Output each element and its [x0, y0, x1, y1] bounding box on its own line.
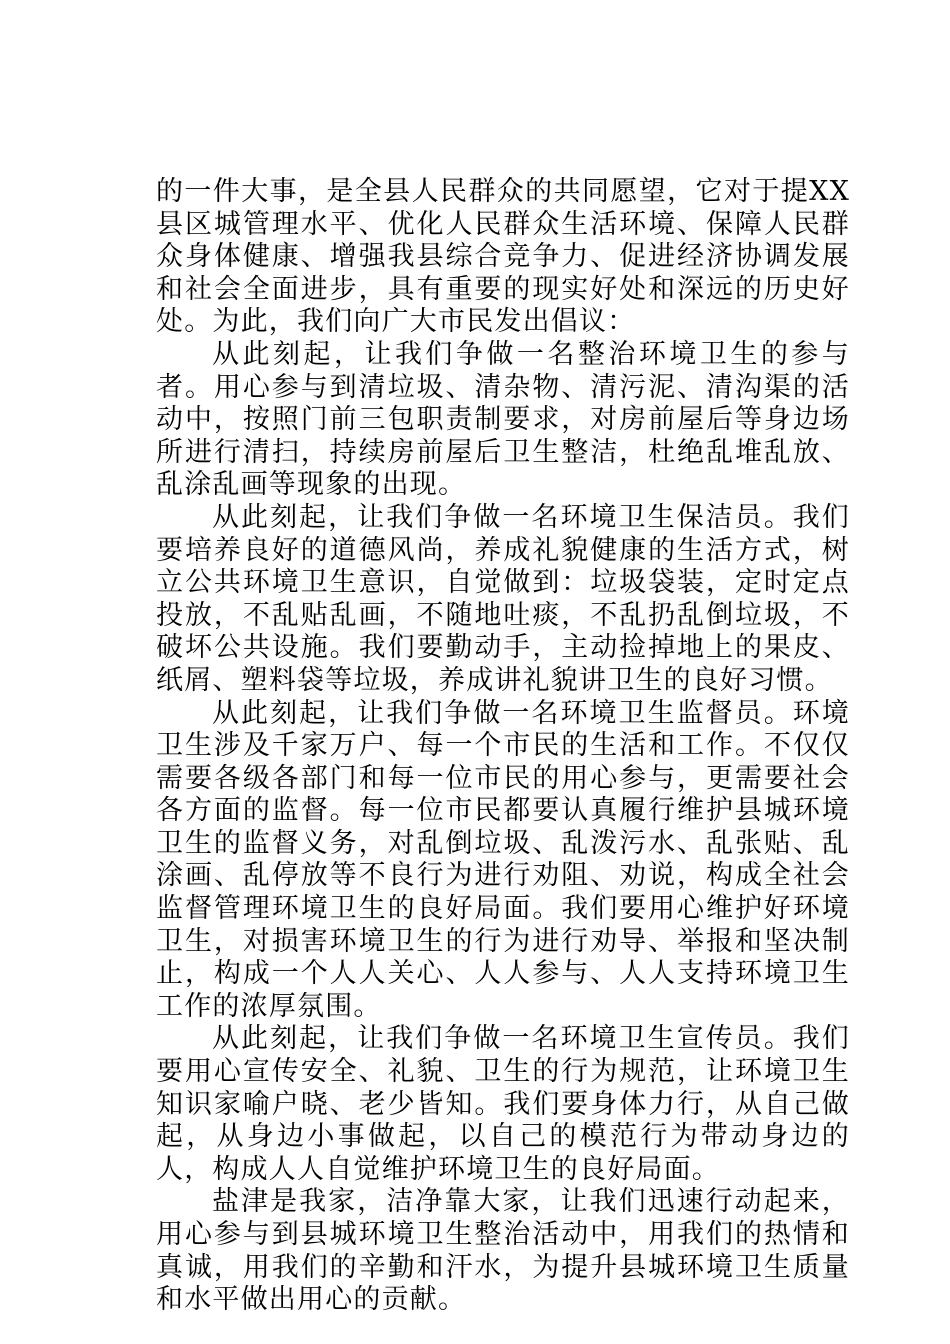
paragraph-cleaner: 从此刻起，让我们争做一名环境卫生保洁员。我们要培养良好的道德风尚，养成礼貌健康的生活方式，树立公共环境卫生意识，自觉做到：垃圾袋装，定时定点投放，不乱贴乱画，不随地吐痰，不乱扔乱倒垃圾，不破坏公共设施。我们要勤动手，主动捡掉地上的果皮、纸屑、塑料袋等垃圾，养成讲礼貌讲卫生的良好习惯。 — [156, 501, 850, 696]
paragraph-participant: 从此刻起，让我们争做一名整治环境卫生的参与者。用心参与到清垃圾、清杂物、清污泥、清沟渠的活动中，按照门前三包职责制要求，对房前屋后等身边场所进行清扫，持续房前屋后卫生整洁，杜绝乱堆乱放、乱涂乱画等现象的出现。 — [156, 338, 850, 501]
paragraph-supervisor: 从此刻起，让我们争做一名环境卫生监督员。环境卫生涉及千家万户、每一个市民的生活和工作。不仅仅需要各级各部门和每一位市民的用心参与，更需要社会各方面的监督。每一位市民都要认真履行维护县城环境卫生的监督义务，对乱倒垃圾、乱泼污水、乱张贴、乱涂画、乱停放等不良行为进行劝阻、劝说，构成全社会监督管理环境卫生的良好局面。我们要用心维护好环境卫生，对损害环境卫生的行为进行劝导、举报和坚决制止，构成一个人人关心、人人参与、人人支持环境卫生工作的浓厚氛围。 — [156, 697, 850, 1022]
document-body — [156, 176, 850, 1317]
paragraph-promoter: 从此刻起，让我们争做一名环境卫生宣传员。我们要用心宣传安全、礼貌、卫生的行为规范，让环境卫生知识家喻户晓、老少皆知。我们要身体力行，从自己做起，从身边小事做起，以自己的模范行为带动身边的人，构成人人自觉维护环境卫生的良好局面。 — [156, 1023, 850, 1185]
paragraph-closing: 盐津是我家，洁净靠大家，让我们迅速行动起来，用心参与到县城环境卫生整治活动中，用我们的热情和真诚，用我们的辛勤和汗水，为提升县城环境卫生质量和水平做出用心的贡献。 — [156, 1186, 850, 1316]
paragraph-continuation: 的一件大事，是全县人民群众的共同愿望，它对于提XX县区城管理水平、优化人民群众生活环境、保障人民群众身体健康、增强我县综合竞争力、促进经济协调发展和社会全面进步，具有重要的现实好处和深远的历史好处。为此，我们向广大市民发出倡议： — [156, 176, 850, 338]
